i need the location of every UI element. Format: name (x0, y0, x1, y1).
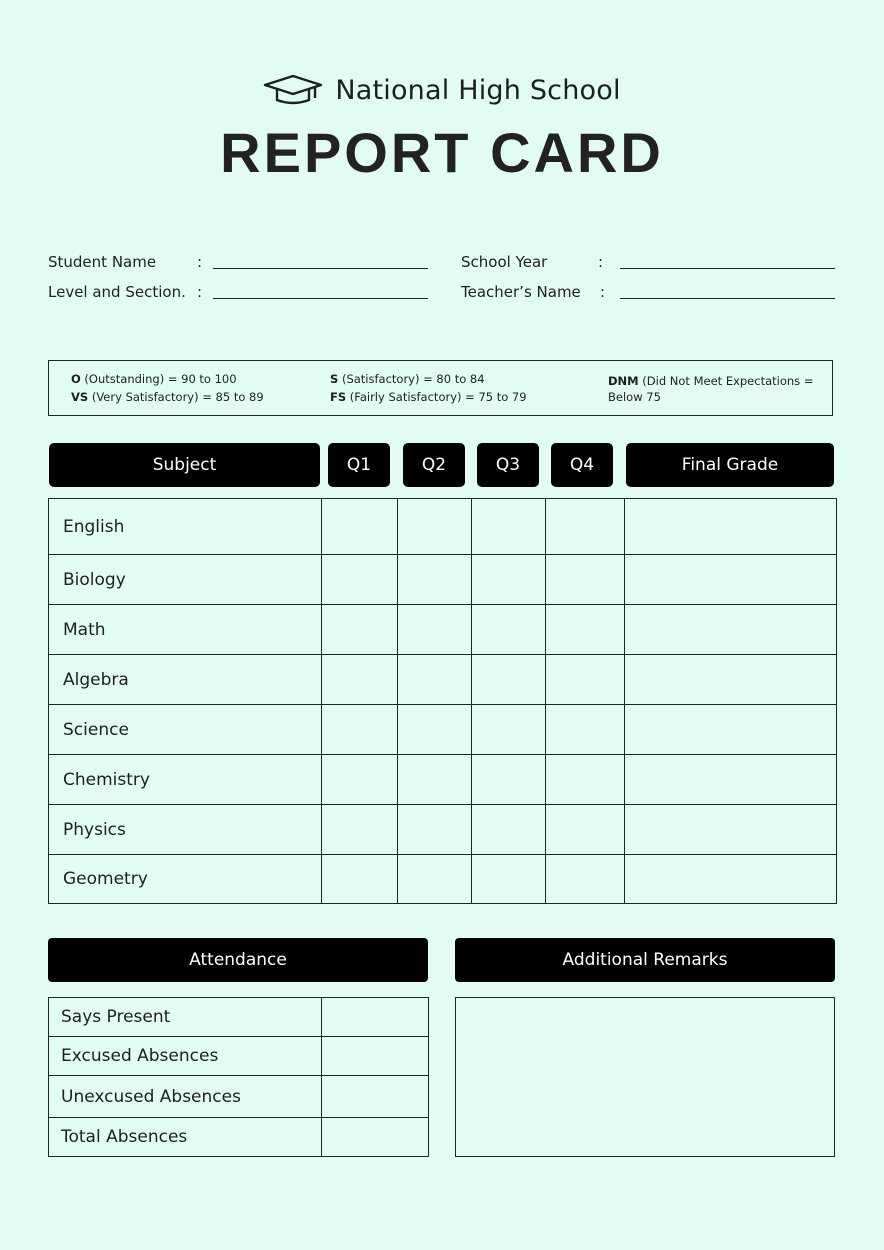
attendance-label: Excused Absences (49, 1037, 322, 1076)
table-row (49, 1118, 429, 1157)
header-q3: Q3 (477, 443, 539, 487)
school-year-field[interactable] (620, 268, 835, 269)
attendance-value-cell[interactable] (322, 1118, 429, 1157)
q2-cell[interactable] (398, 555, 472, 605)
grades-table (48, 498, 837, 904)
q1-cell[interactable] (322, 755, 398, 805)
subject-name: Physics (49, 805, 322, 855)
subject-name: Algebra (49, 655, 322, 705)
table-row (49, 998, 429, 1037)
subject-name: English (49, 499, 322, 555)
level-section-colon: : (197, 283, 203, 301)
q3-cell[interactable] (472, 705, 546, 755)
q2-cell[interactable] (398, 499, 472, 555)
student-name-field[interactable] (213, 268, 428, 269)
q3-cell[interactable] (472, 555, 546, 605)
legend-satisfactory: S (Satisfactory) = 80 to 84 (330, 372, 485, 386)
q1-cell[interactable] (322, 855, 398, 904)
legend-outstanding: O (Outstanding) = 90 to 100 (71, 372, 237, 386)
header-subject: Subject (49, 443, 320, 487)
table-row (49, 855, 837, 904)
table-row (49, 555, 837, 605)
q3-cell[interactable] (472, 805, 546, 855)
q4-cell[interactable] (546, 655, 625, 705)
q1-cell[interactable] (322, 655, 398, 705)
final-grade-cell[interactable] (625, 755, 837, 805)
teacher-name-field[interactable] (620, 298, 835, 299)
level-section-label: Level and Section. (48, 283, 186, 301)
q1-cell[interactable] (322, 705, 398, 755)
table-row (49, 805, 837, 855)
q3-cell[interactable] (472, 605, 546, 655)
q2-cell[interactable] (398, 805, 472, 855)
q2-cell[interactable] (398, 705, 472, 755)
final-grade-cell[interactable] (625, 655, 837, 705)
legend-dnm: DNM (Did Not Meet Expectations = (608, 374, 814, 388)
q2-cell[interactable] (398, 605, 472, 655)
q4-cell[interactable] (546, 499, 625, 555)
school-header (0, 70, 884, 110)
q3-cell[interactable] (472, 655, 546, 705)
legend-dnm-continued: Below 75 (608, 390, 661, 404)
school-year-colon: : (598, 253, 604, 271)
subject-name: Biology (49, 555, 322, 605)
header-q4: Q4 (551, 443, 613, 487)
legend-very-satisfactory: VS (Very Satisfactory) = 85 to 89 (71, 390, 264, 404)
attendance-value-cell[interactable] (322, 1037, 429, 1076)
final-grade-cell[interactable] (625, 705, 837, 755)
school-year-label: School Year (461, 253, 548, 271)
q2-cell[interactable] (398, 755, 472, 805)
final-grade-cell[interactable] (625, 499, 837, 555)
teacher-name-label: Teacher’s Name (461, 283, 581, 301)
table-row (49, 499, 837, 555)
graduation-cap-icon (263, 73, 323, 107)
remarks-header: Additional Remarks (455, 938, 835, 982)
grading-legend (48, 360, 833, 416)
final-grade-cell[interactable] (625, 805, 837, 855)
q3-cell[interactable] (472, 755, 546, 805)
final-grade-cell[interactable] (625, 605, 837, 655)
subject-name: Geometry (49, 855, 322, 904)
attendance-label: Says Present (49, 998, 322, 1037)
legend-fairly-satisfactory: FS (Fairly Satisfactory) = 75 to 79 (330, 390, 527, 404)
attendance-value-cell[interactable] (322, 998, 429, 1037)
table-row (49, 655, 837, 705)
q4-cell[interactable] (546, 855, 625, 904)
attendance-table (48, 997, 429, 1157)
q1-cell[interactable] (322, 805, 398, 855)
q4-cell[interactable] (546, 705, 625, 755)
attendance-label: Total Absences (49, 1118, 322, 1157)
remarks-box[interactable] (455, 997, 835, 1157)
header-final-grade: Final Grade (626, 443, 834, 487)
attendance-value-cell[interactable] (322, 1076, 429, 1118)
q4-cell[interactable] (546, 805, 625, 855)
page-title: REPORT CARD (220, 121, 664, 184)
subject-name: Chemistry (49, 755, 322, 805)
level-section-field[interactable] (213, 298, 428, 299)
q2-cell[interactable] (398, 855, 472, 904)
final-grade-cell[interactable] (625, 855, 837, 904)
subject-name: Math (49, 605, 322, 655)
q3-cell[interactable] (472, 855, 546, 904)
q3-cell[interactable] (472, 499, 546, 555)
header-q1: Q1 (328, 443, 390, 487)
q4-cell[interactable] (546, 755, 625, 805)
q1-cell[interactable] (322, 499, 398, 555)
q1-cell[interactable] (322, 605, 398, 655)
final-grade-cell[interactable] (625, 555, 837, 605)
school-name: National High School (335, 74, 621, 106)
subject-name: Science (49, 705, 322, 755)
student-name-label: Student Name (48, 253, 157, 271)
student-name-colon: : (197, 253, 203, 271)
table-row (49, 755, 837, 805)
attendance-label: Unexcused Absences (49, 1076, 322, 1118)
q1-cell[interactable] (322, 555, 398, 605)
teacher-name-colon: : (600, 283, 606, 301)
q4-cell[interactable] (546, 555, 625, 605)
table-row (49, 705, 837, 755)
table-row (49, 1037, 429, 1076)
table-row (49, 605, 837, 655)
header-q2: Q2 (403, 443, 465, 487)
q4-cell[interactable] (546, 605, 625, 655)
table-row (49, 1076, 429, 1118)
attendance-header: Attendance (48, 938, 428, 982)
q2-cell[interactable] (398, 655, 472, 705)
